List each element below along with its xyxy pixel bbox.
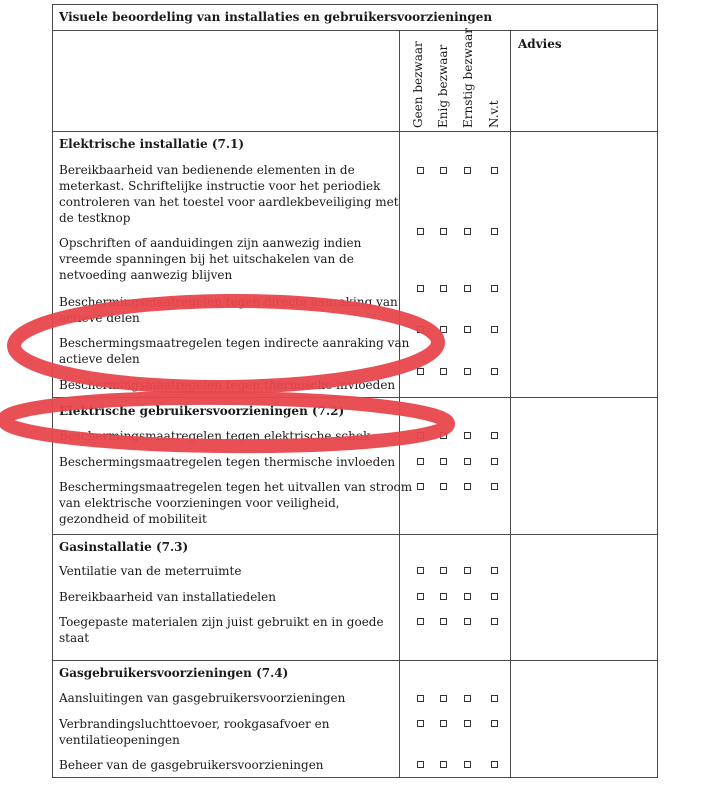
item-label: Ventilatie van de meterruimte (59, 564, 242, 578)
item-label: actieve delen (59, 311, 140, 325)
item-label: Toegepaste materialen zijn juist gebruikt en in goede (59, 615, 384, 629)
column-header: Enig bezwaar (436, 44, 450, 128)
item-label: van elektrische voorzieningen voor veiligheid, (59, 496, 340, 510)
item-label: Beheer van de gasgebruikersvoorzieningen (59, 758, 324, 772)
advies-header: Advies (518, 37, 562, 51)
item-label: ventilatieopeningen (59, 733, 180, 747)
item-label: de testknop (59, 211, 131, 225)
item-label: Bereikbaarheid van installatiedelen (59, 590, 276, 604)
section-heading: Gasinstallatie (7.3) (59, 540, 189, 554)
item-label: Beschermingsmaatregelen tegen thermische invloeden (59, 455, 396, 469)
table-title: Visuele beoordeling van installaties en gebruikersvoorzieningen (59, 10, 493, 24)
column-header: Ernstig bezwaar (461, 28, 475, 128)
section-heading: Elektrische gebruikersvoorzieningen (7.2) (59, 404, 345, 418)
item-label: actieve delen (59, 352, 140, 366)
column-header: Geen bezwaar (411, 41, 425, 128)
section-heading: Elektrische installatie (7.1) (59, 137, 245, 151)
item-label: Beschermingsmaatregelen tegen het uitvallen van stroom (59, 480, 413, 494)
item-label: Verbrandingsluchttoevoer, rookgasafvoer en (59, 717, 330, 731)
item-label: meterkast. Schriftelijke instructie voor het periodiek (59, 179, 381, 193)
item-label: vreemde spanningen bij het uitschakelen van de (59, 252, 354, 266)
red-annotation-ellipse (4, 396, 448, 448)
item-label: Beschermingsmaatregelen tegen directe aanraking van (59, 295, 398, 309)
section-heading: Gasgebruikersvoorzieningen (7.4) (59, 666, 289, 680)
item-label: Beschermingsmaatregelen tegen elektrische schok (59, 429, 371, 443)
item-label: Aansluitingen van gasgebruikersvoorzieningen (59, 691, 346, 705)
red-annotation-ellipse (14, 299, 439, 389)
item-label: Beschermingsmaatregelen tegen indirecte aanraking van (59, 336, 410, 350)
item-label: Opschriften of aanduidingen zijn aanwezig indien (59, 236, 362, 250)
item-label: Bereikbaarheid van bedienende elementen in de (59, 163, 355, 177)
item-label: controleren van het toestel voor aardlekbeveiliging met (59, 195, 399, 209)
item-label: staat (59, 631, 90, 645)
column-header: N.v.t (487, 100, 501, 128)
item-label: gezondheid of mobiliteit (59, 512, 207, 526)
item-label: Beschermingsmaatregelen tegen thermische invloeden (59, 378, 396, 392)
item-label: netvoeding aanwezig blijven (59, 268, 233, 282)
